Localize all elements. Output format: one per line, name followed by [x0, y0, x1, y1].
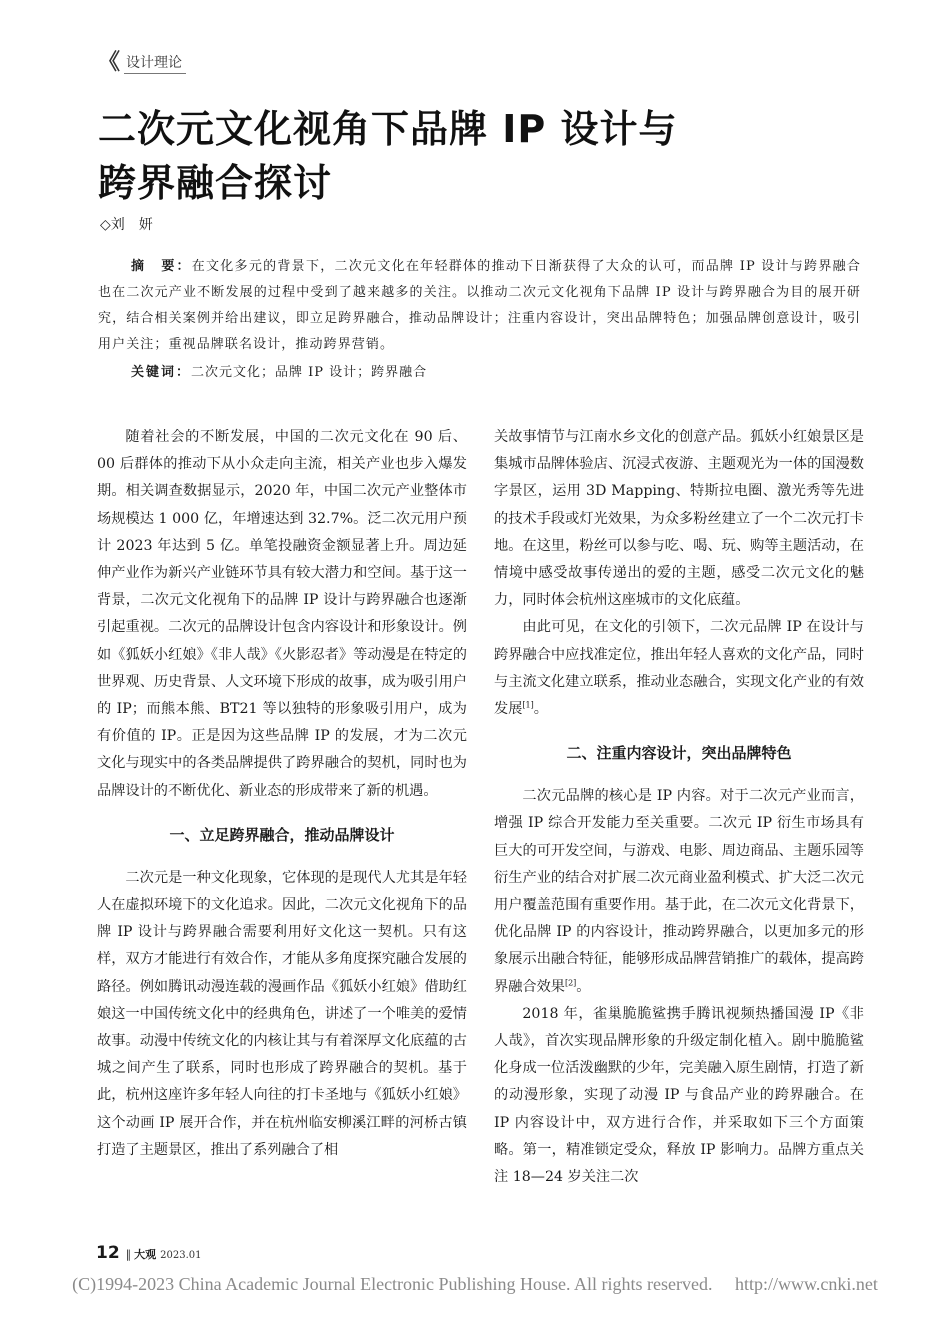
reference-1: [1] [522, 700, 534, 710]
keywords-label: 关键词： [131, 365, 192, 380]
body-paragraph-continued: 关故事情节与江南水乡文化的创意产品。狐妖小红娘景区是集城市品牌体验店、沉浸式夜游、主题观光为一体的国漫数字景区，运用 3D Mapping、特斯拉电圈、激光秀等先进的技术手段或灯光效果，为众多粉丝建立了一个二次元打卡地。在这里，粉丝可以参与吃、喝、玩、购等主题活动，在情境中感受故事传递出的爱的主题，感受二次元文化的魅力，同时体会杭州这座城市的文化底蕴。 [494, 429, 864, 609]
keywords-text: 二次元文化；品牌 IP 设计；跨界融合 [191, 365, 428, 380]
section-heading-2: 二、注重内容设计，突出品牌特色 [566, 744, 792, 763]
page-footer [96, 1243, 202, 1263]
section-heading-1: 一、立足跨界融合，推动品牌设计 [169, 825, 395, 844]
journal-name: 大观 [134, 1248, 157, 1261]
paragraph-text: 二次元品牌的核心是 IP 内容。对于二次元产业而言，增强 IP 综合开发能力至关重要。二次元 IP 衍生市场具有巨大的可开发空间，与游戏、电影、周边商品、主题乐园等衍生产业的结合对扩展二次元商业盈利模式、扩大泛二次元用户覆盖范围有重要作用。基于此，在二次元文化背景下，优化品牌 IP 的内容设计，推动跨界融合，以更加多元的形象展示出融合特征，能够形成品牌营销推广的载体，提高跨界融合效果 [494, 788, 864, 995]
page-number: 12 [96, 1243, 120, 1263]
left-column [97, 424, 467, 1164]
abstract [98, 254, 861, 358]
section-tag [98, 52, 186, 74]
body-paragraph [494, 783, 864, 1001]
title-line-2: 跨界融合探讨 [98, 161, 333, 205]
right-column [494, 424, 864, 1191]
abstract-text: 在文化多元的背景下，二次元文化在年轻群体的推动下日渐获得了大众的认可，而品牌 IP 设计与跨界融合也在二次元产业不断发展的过程中受到了越来越多的关注。以推动二次元文化视角下品牌 IP 设计与跨界融合为目的展开研究，结合相关案例并给出建议，即立足跨界融合，推动品牌设计；注重内容设计，突出品牌特色；加强品牌创意设计，吸引用户关注；重视品牌联名设计，推动跨界营销。 [98, 259, 861, 352]
footer-separator: ‖ [125, 1248, 132, 1261]
paragraph-text: 由此可见，在文化的引领下，二次元品牌 IP 在设计与跨界融合中应找准定位，推出年轻人喜欢的文化产品，同时与主流文化建立联系，推动业态融合，实现文化产业的有效发展 [494, 619, 864, 718]
body-paragraph: 随着社会的不断发展，中国的二次元文化在 90 后、00 后群体的推动下从小众走向主流，相关产业也步入爆发期。相关调查数据显示，2020 年，中国二次元产业整体市场规模达 1 000 亿，年增速达到 32.7%。泛二次元用户预计 2023 年达到 5 亿。单笔投融资金额显著上升。周边延伸产业作为新兴产业链环节具有较大潜力和空间。基于这一背景，二次元文化视角下的品牌 IP 设计与跨界融合也逐渐引起重视。二次元的品牌设计包含内容设计和形象设计。例如《狐妖小红娘》《非人哉》《火影忍者》等动漫是在特定的世界观、历史背景、人文环境下形成的故事，成为吸引用户的 IP；而熊本熊、BT21 等以独特的形象吸引用户，成为有价值的 IP。正是因为这些品牌 IP 的发展，才为二次元文化与现实中的各类品牌提供了跨界融合的契机，同时也为品牌设计的不断优化、新业态的形成带来了新的机遇。 [97, 429, 467, 799]
copyright-notice: (C)1994-2023 China Academic Journal Electronic Publishing House. All rights reserved. http://www.cnki.net [72, 1274, 878, 1294]
article-title [98, 102, 858, 210]
double-bracket-icon: 《 [98, 50, 121, 75]
paragraph-end: 。 [576, 978, 591, 995]
author: ◇刘 妍 [100, 217, 153, 233]
title-line-1: 二次元文化视角下品牌 IP 设计与 [98, 107, 678, 151]
keywords [131, 360, 861, 386]
abstract-label: 摘 要： [131, 259, 192, 274]
body-paragraph: 二次元是一种文化现象，它体现的是现代人尤其是年轻人在虚拟环境下的文化追求。因此，二次元文化视角下的品牌 IP 设计与跨界融合需要利用好文化这一契机。只有这样，双方才能进行有效合作，才能从多角度探究融合发展的路径。例如腾讯动漫连载的漫画作品《狐妖小红娘》借助红娘这一中国传统文化中的经典角色，讲述了一个唯美的爱情故事。动漫中传统文化的内核让其与有着深厚文化底蕴的古城之间产生了联系，同时也形成了跨界融合的契机。基于此，杭州这座许多年轻人向往的打卡圣地与《狐妖小红娘》这个动画 IP 展开合作，并在杭州临安柳溪江畔的河桥古镇打造了主题景区，推出了系列融合了相 [97, 869, 467, 1158]
journal-issue: 2023.01 [160, 1250, 202, 1261]
section-tag-label: 设计理论 [124, 52, 186, 74]
body-paragraph [494, 614, 864, 723]
paragraph-end: 。 [533, 701, 548, 718]
body-paragraph: 2018 年，雀巢脆脆鲨携手腾讯视频热播国漫 IP《非人哉》，首次实现品牌形象的升级定制化植入。剧中脆脆鲨化身成一位活泼幽默的少年，完美融入原生剧情，打造了新的动漫形象，实现了动漫 IP 与食品产业的跨界融合。在 IP 内容设计中，双方进行合作，并采取如下三个方面策略。第一，精准锁定受众，释放 IP 影响力。品牌方重点关注 18—24 岁关注二次 [494, 1005, 864, 1186]
reference-2: [2] [564, 977, 577, 987]
